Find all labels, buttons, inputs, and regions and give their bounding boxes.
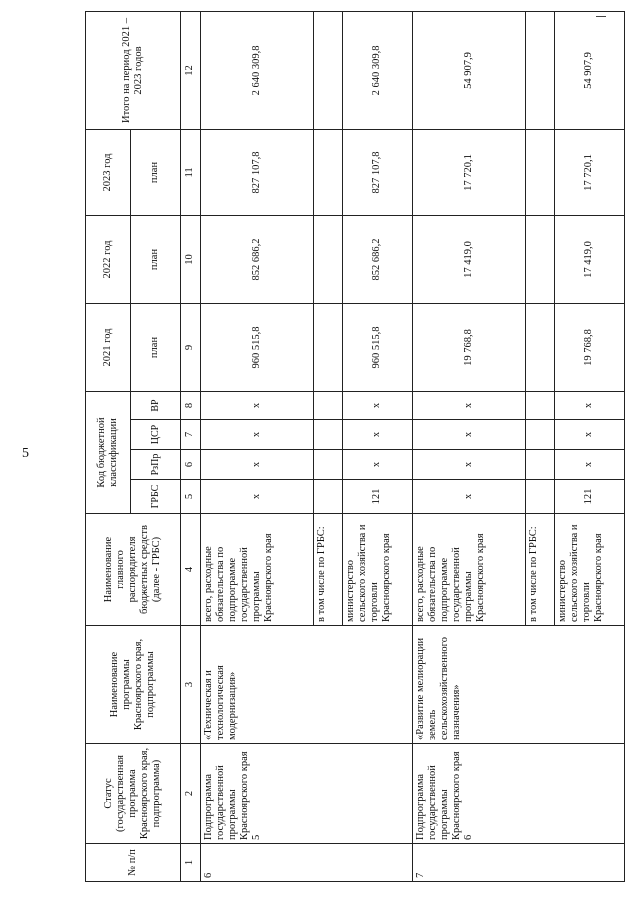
header-budget-code: Код бюджетной классификации (86, 391, 131, 513)
header-row-top (86, 11, 131, 881)
row-csr (313, 420, 342, 450)
row-total: 2 640 309,8 (200, 11, 313, 129)
header-csr: ЦСР (131, 420, 181, 450)
row-rzpr (525, 450, 554, 480)
row-rzpr (313, 450, 342, 480)
row-2021: 960 515,8 (343, 303, 413, 391)
col-number: 5 (180, 480, 200, 514)
col-number: 8 (180, 391, 200, 419)
budget-table (85, 11, 625, 882)
header-status: Статус (государственная программа Красноярского края, подпрограмма) (86, 744, 181, 844)
header-grbs-code: ГРБС (131, 480, 181, 514)
row-csr: х (343, 420, 413, 450)
row-csr: х (412, 420, 525, 450)
col-number: 7 (180, 420, 200, 450)
header-grbs: Наименование главного распорядителя бюджетных средств (далее - ГРБС) (86, 514, 181, 626)
row-vr (313, 391, 342, 419)
header-plan-2023: план (131, 129, 181, 215)
row-vr: х (412, 391, 525, 419)
table-body (86, 11, 625, 881)
header-rzpr: РзПр (131, 450, 181, 480)
row-total: 54 907,9 (412, 11, 525, 129)
row-rzpr: х (555, 450, 625, 480)
row-grbs: министерство сельского хозяйства и торговли Красноярского края (555, 514, 625, 626)
row-2022 (313, 215, 342, 303)
row-vr: х (555, 391, 625, 419)
row-status: Подпрограмма государственной программы Красноярского края 6 (412, 744, 624, 844)
row-2021: 19 768,8 (555, 303, 625, 391)
budget-table-sheet (85, 12, 625, 882)
row-grbs: министерство сельского хозяйства и торговли Красноярского края (343, 514, 413, 626)
column-number-row (180, 11, 200, 881)
row-2023: 827 107,8 (343, 129, 413, 215)
row-2022: 852 686,2 (200, 215, 313, 303)
row-rzpr: х (200, 450, 313, 480)
row-program: «Техническая и технологическая модернизация» (200, 626, 412, 744)
row-2023 (313, 129, 342, 215)
row-grbs: всего, расходные обязательства по подпрограмме государственной программы Красноярского края (200, 514, 313, 626)
row-grbs-code: х (200, 480, 313, 514)
row-csr: х (555, 420, 625, 450)
row-csr (525, 420, 554, 450)
col-number: 3 (180, 626, 200, 744)
row-2023: 827 107,8 (200, 129, 313, 215)
table-row (412, 11, 525, 881)
row-total: 2 640 309,8 (343, 11, 413, 129)
row-total (313, 11, 342, 129)
row-vr: х (200, 391, 313, 419)
row-grbs: в том числе по ГРБС: (525, 514, 554, 626)
row-grbs: в том числе по ГРБС: (313, 514, 342, 626)
row-2022: 17 419,0 (555, 215, 625, 303)
page-number: 5 (22, 446, 29, 461)
row-2023 (525, 129, 554, 215)
row-csr: х (200, 420, 313, 450)
col-number: 12 (180, 11, 200, 129)
header-2021: 2021 год (86, 303, 131, 391)
row-rzpr: х (412, 450, 525, 480)
table-row (200, 11, 313, 881)
row-2021 (313, 303, 342, 391)
col-number: 1 (180, 844, 200, 882)
row-rzpr: х (343, 450, 413, 480)
row-grbs: всего, расходные обязательства по подпрограмме государственной программы Красноярского края (412, 514, 525, 626)
row-grbs-code: 121 (555, 480, 625, 514)
col-number: 6 (180, 450, 200, 480)
row-2021: 960 515,8 (200, 303, 313, 391)
row-num: 7 (412, 844, 624, 882)
row-2023: 17 720,1 (412, 129, 525, 215)
col-number: 2 (180, 744, 200, 844)
header-plan-2021: план (131, 303, 181, 391)
row-2022: 17 419,0 (412, 215, 525, 303)
row-total: 54 907,9 (555, 11, 625, 129)
row-vr: х (343, 391, 413, 419)
row-total (525, 11, 554, 129)
row-2023: 17 720,1 (555, 129, 625, 215)
row-status: Подпрограмма государственной программы Красноярского края 5 (200, 744, 412, 844)
row-grbs-code: х (412, 480, 525, 514)
header-total: Итого на период 2021 – 2023 годов (86, 11, 181, 129)
row-grbs-code: 121 (343, 480, 413, 514)
row-2021: 19 768,8 (412, 303, 525, 391)
row-2022 (525, 215, 554, 303)
col-number: 10 (180, 215, 200, 303)
row-grbs-code (313, 480, 342, 514)
row-grbs-code (525, 480, 554, 514)
row-vr (525, 391, 554, 419)
header-num: № п/п (86, 844, 181, 882)
row-2021 (525, 303, 554, 391)
header-vr: ВР (131, 391, 181, 419)
row-num: 6 (200, 844, 412, 882)
col-number: 11 (180, 129, 200, 215)
header-program: Наименование программы Красноярского края, подпрограммы (86, 626, 181, 744)
header-2023: 2023 год (86, 129, 131, 215)
header-2022: 2022 год (86, 215, 131, 303)
row-program: «Развитие мелиорации земель сельскохозяйственного назначения» (412, 626, 624, 744)
col-number: 9 (180, 303, 200, 391)
header-plan-2022: план (131, 215, 181, 303)
row-2022: 852 686,2 (343, 215, 413, 303)
col-number: 4 (180, 514, 200, 626)
